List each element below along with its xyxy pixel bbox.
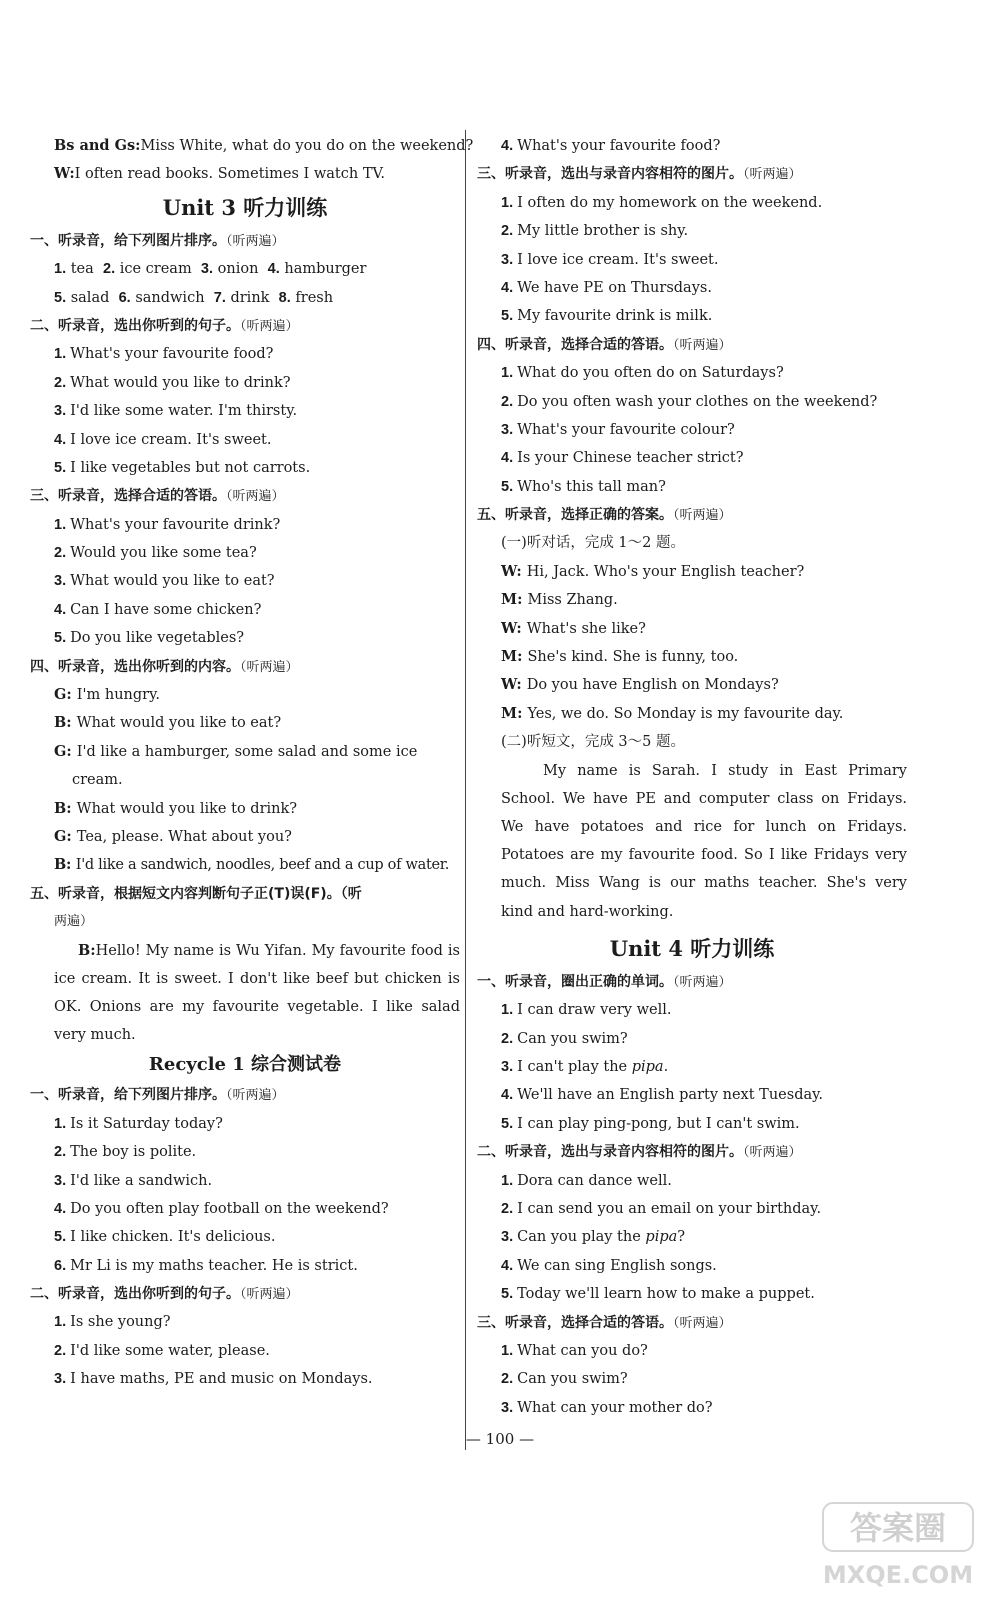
list-item: 3. I can't play the pipa. bbox=[501, 1058, 669, 1075]
list-item: 1. What can you do? bbox=[501, 1342, 648, 1359]
list-item: 6. Mr Li is my maths teacher. He is strict. bbox=[54, 1257, 358, 1274]
word-list-row: 1. tea 2. ice cream 3. onion 4. hamburger bbox=[54, 261, 367, 278]
list-item: 3. I love ice cream. It's sweet. bbox=[501, 251, 719, 268]
passage: My name is Sarah. I study in East Primary School. We have PE and computer class on Fridays. We have potatoes and rice for lunch on Fridays. Potatoes are my favourite food. So I like Fridays very much. Miss Wang is our maths teacher. She's very kind and hard-working. bbox=[501, 762, 907, 920]
list-item: 5. I can play ping-pong, but I can't swim. bbox=[501, 1115, 800, 1132]
list-item: 1. What's your favourite drink? bbox=[54, 516, 281, 533]
dialog-line: G: Tea, please. What about you? bbox=[54, 827, 292, 845]
list-item: 1. I can draw very well. bbox=[501, 1002, 672, 1019]
sub-heading: (一)听对话，完成 1～2 题。 bbox=[501, 535, 685, 552]
dialog-line: W: What's she like? bbox=[501, 619, 646, 637]
list-item: 5. I like vegetables but not carrots. bbox=[54, 459, 311, 476]
watermark-logo-text: 答案圈 bbox=[849, 1509, 947, 1547]
right-column bbox=[477, 132, 907, 1422]
list-item: 4. We'll have an English party next Tuesday. bbox=[501, 1087, 823, 1104]
section-heading: 一、听录音，给下列图片排序。（听两遍） bbox=[30, 232, 285, 249]
list-item: 5. Today we'll learn how to make a puppet. bbox=[501, 1286, 815, 1303]
list-item: 2. I'd like some water, please. bbox=[54, 1342, 270, 1359]
left-column bbox=[30, 132, 474, 1394]
list-item: 1. What do you often do on Saturdays? bbox=[501, 365, 784, 382]
page-number: — 100 — bbox=[465, 1430, 535, 1448]
dialog-line: W: Do you have English on Mondays? bbox=[501, 676, 779, 694]
list-item: 2. My little brother is shy. bbox=[501, 223, 689, 240]
word-list-row: 5. salad 6. sandwich 7. drink 8. fresh bbox=[54, 289, 334, 306]
recycle-title: Recycle 1 综合测试卷 bbox=[148, 1054, 342, 1076]
list-item: 1. Dora can dance well. bbox=[501, 1172, 672, 1189]
dialog-line: M: Yes, we do. So Monday is my favourite day. bbox=[501, 704, 844, 722]
list-item: 3. Can you play the pipa? bbox=[501, 1229, 686, 1246]
list-item: 3. I'd like some water. I'm thirsty. bbox=[54, 403, 298, 420]
list-item: 3. I'd like a sandwich. bbox=[54, 1172, 213, 1189]
list-item: 4. Can I have some chicken? bbox=[54, 601, 262, 618]
section-heading: 二、听录音，选出你听到的句子。（听两遍） bbox=[30, 317, 299, 334]
dialog-line-continued: cream. bbox=[72, 772, 123, 789]
list-item: 4. What's your favourite food? bbox=[501, 138, 721, 154]
section-heading: 五、听录音，根据短文内容判断句子正(T)误(F)。（听 bbox=[30, 885, 362, 902]
list-item: 5. Do you like vegetables? bbox=[54, 630, 245, 647]
unit3-title: Unit 3 听力训练 bbox=[162, 194, 328, 220]
dialog-line: Bs and Gs:Miss White, what do you do on the weekend? bbox=[54, 137, 474, 154]
list-item: 3. What can your mother do? bbox=[501, 1399, 713, 1416]
section-heading-continued: 两遍） bbox=[54, 914, 94, 930]
watermark-text: MXQE.COM bbox=[822, 1561, 974, 1589]
section-heading: 一、听录音，给下列图片排序。（听两遍） bbox=[30, 1087, 285, 1104]
dialog-line: M: Miss Zhang. bbox=[501, 591, 618, 609]
list-item: 4. Do you often play football on the weekend? bbox=[54, 1200, 389, 1217]
list-item: 2. What would you like to drink? bbox=[54, 374, 291, 391]
section-heading: 二、听录音，选出与录音内容相符的图片。（听两遍） bbox=[477, 1144, 802, 1161]
list-item: 2. The boy is polite. bbox=[54, 1144, 197, 1161]
list-item: 1. I often do my homework on the weekend. bbox=[501, 194, 823, 211]
list-item: 2. I can send you an email on your birthday. bbox=[501, 1200, 822, 1217]
dialog-line: W: Hi, Jack. Who's your English teacher? bbox=[501, 562, 805, 580]
section-heading: 三、听录音，选出与录音内容相符的图片。（听两遍） bbox=[477, 166, 802, 183]
list-item: 1. Is it Saturday today? bbox=[54, 1115, 223, 1132]
section-heading: 五、听录音，选择正确的答案。（听两遍） bbox=[477, 507, 732, 524]
section-heading: 三、听录音，选择合适的答语。（听两遍） bbox=[477, 1314, 732, 1331]
dialog-line: W:I often read books. Sometimes I watch TV. bbox=[54, 165, 386, 183]
dialog-line: G: I'm hungry. bbox=[54, 686, 160, 704]
list-item: 5. I like chicken. It's delicious. bbox=[54, 1229, 276, 1246]
list-item: 4. We can sing English songs. bbox=[501, 1257, 717, 1274]
list-item: 5. Who's this tall man? bbox=[501, 478, 666, 495]
list-item: 1. Is she young? bbox=[54, 1314, 171, 1331]
list-item: 3. What's your favourite colour? bbox=[501, 421, 735, 438]
list-item: 3. What would you like to eat? bbox=[54, 573, 275, 590]
watermark-logo bbox=[805, 1495, 985, 1595]
section-heading: 三、听录音，选择合适的答语。（听两遍） bbox=[30, 488, 285, 505]
list-item: 2. Can you swim? bbox=[501, 1030, 628, 1047]
dialog-line: G: I'd like a hamburger, some salad and some ice bbox=[54, 742, 418, 760]
column-divider bbox=[465, 130, 466, 1450]
sub-heading: (二)听短文，完成 3～5 题。 bbox=[501, 734, 685, 751]
section-heading: 四、听录音，选择合适的答语。（听两遍） bbox=[477, 336, 732, 353]
section-heading: 二、听录音，选出你听到的句子。（听两遍） bbox=[30, 1286, 299, 1303]
list-item: 2. Can you swim? bbox=[501, 1371, 628, 1388]
list-item: 4. Is your Chinese teacher strict? bbox=[501, 450, 744, 467]
dialog-line: M: She's kind. She is funny, too. bbox=[501, 648, 739, 666]
list-item: 2. Would you like some tea? bbox=[54, 545, 257, 562]
unit4-title: Unit 4 听力训练 bbox=[609, 935, 775, 961]
list-item: 3. I have maths, PE and music on Mondays. bbox=[54, 1371, 373, 1388]
list-item: 4. We have PE on Thursdays. bbox=[501, 279, 712, 296]
dialog-line: B: What would you like to drink? bbox=[54, 799, 298, 817]
list-item: 4. I love ice cream. It's sweet. bbox=[54, 431, 272, 448]
dialog-line: B: What would you like to eat? bbox=[54, 714, 282, 732]
list-item: 5. My favourite drink is milk. bbox=[501, 308, 713, 325]
passage: B:Hello! My name is Wu Yifan. My favourite food is ice cream. It is sweet. I don't like beef but chicken is OK. Onions are my favourite vegetable. I like salad very much. bbox=[54, 941, 460, 1044]
section-heading: 四、听录音，选出你听到的内容。（听两遍） bbox=[30, 658, 299, 675]
list-item: 1. What's your favourite food? bbox=[54, 346, 274, 363]
dialog-line: B: I'd like a sandwich, noodles, beef and a cup of water. bbox=[54, 856, 450, 874]
list-item: 2. Do you often wash your clothes on the weekend? bbox=[501, 393, 878, 410]
section-heading: 一、听录音，圈出正确的单词。（听两遍） bbox=[477, 973, 732, 990]
